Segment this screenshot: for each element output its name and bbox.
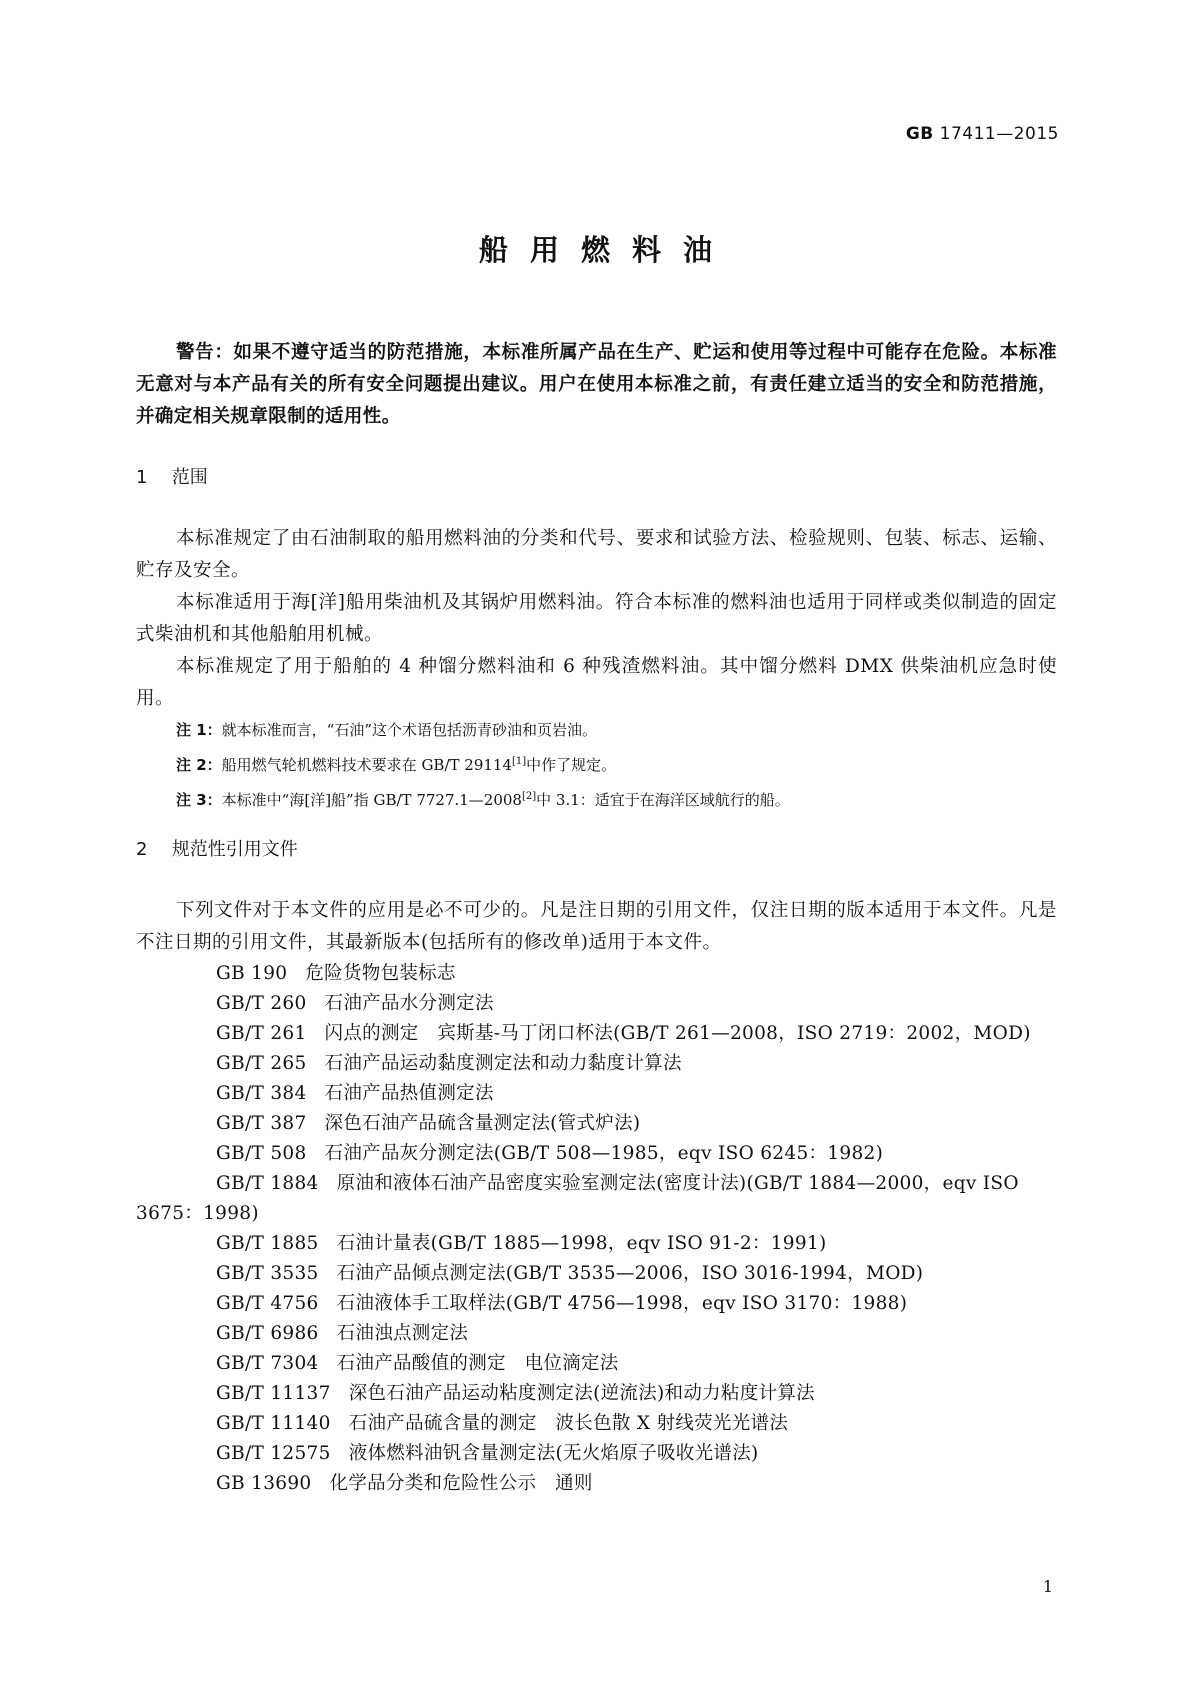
reference-item bbox=[136, 1169, 1057, 1229]
section-1-title: 范围 bbox=[171, 467, 208, 488]
note-label: 注 1： bbox=[176, 721, 222, 739]
section-1-number: 1 bbox=[136, 467, 148, 488]
reference-code: GB/T 384 bbox=[216, 1083, 307, 1104]
note-label: 注 3： bbox=[176, 791, 222, 809]
reference-code: GB/T 6986 bbox=[216, 1323, 319, 1344]
note-text: 中 3.1：适宜于在海洋区域航行的船。 bbox=[536, 791, 790, 809]
reference-title: 石油浊点测定法 bbox=[336, 1323, 469, 1344]
reference-code: GB/T 508 bbox=[216, 1143, 307, 1164]
reference-title: 液体燃料油钒含量测定法(无火焰原子吸收光谱法) bbox=[348, 1443, 759, 1464]
reference-title: 石油产品运动黏度测定法和动力黏度计算法 bbox=[324, 1053, 682, 1074]
reference-item bbox=[136, 1469, 1057, 1499]
reference-code: GB/T 4756 bbox=[216, 1293, 319, 1314]
reference-title: 原油和液体石油产品密度实验室测定法(密度计法)(GB/T 1884—2000，eqv ISO 3675：1998) bbox=[136, 1173, 1019, 1224]
citation-ref: [2] bbox=[521, 791, 537, 802]
reference-item bbox=[136, 1379, 1057, 1409]
section-2-number: 2 bbox=[136, 839, 148, 860]
reference-item bbox=[136, 989, 1057, 1019]
reference-title: 深色石油产品硫含量测定法(管式炉法) bbox=[324, 1113, 641, 1134]
standard-prefix: GB bbox=[905, 124, 934, 144]
reference-title: 石油产品水分测定法 bbox=[324, 993, 494, 1014]
reference-item bbox=[136, 1289, 1057, 1319]
scope-paragraph: 本标准适用于海[洋]船用柴油机及其锅炉用燃料油。符合本标准的燃料油也适用于同样或类似制造的固定式柴油机和其他船舶用机械。 bbox=[136, 592, 1057, 645]
document-title: 船用燃料油 bbox=[478, 233, 734, 267]
note-text: 船用燃气轮机燃料技术要求在 GB/T 29114 bbox=[221, 756, 512, 774]
reference-title: 危险货物包装标志 bbox=[305, 963, 456, 984]
reference-item bbox=[136, 1139, 1057, 1169]
reference-item bbox=[136, 1319, 1057, 1349]
section-2-title: 规范性引用文件 bbox=[171, 839, 298, 860]
section-2-heading bbox=[136, 835, 298, 861]
reference-title: 石油产品倾点测定法(GB/T 3535—2006，ISO 3016-1994，MOD) bbox=[336, 1263, 924, 1284]
page-number: 1 bbox=[1042, 1577, 1053, 1596]
note-1 bbox=[136, 715, 1057, 746]
note-2 bbox=[136, 746, 1057, 781]
reference-title: 石油计量表(GB/T 1885—1998，eqv ISO 91-2：1991) bbox=[336, 1233, 827, 1254]
reference-code: GB/T 387 bbox=[216, 1113, 307, 1134]
reference-code: GB 190 bbox=[216, 963, 288, 984]
warning-paragraph: 警告：如果不遵守适当的防范措施，本标准所属产品在生产、贮运和使用等过程中可能存在危险。本标准无意对与本产品有关的所有安全问题提出建议。用户在使用本标准之前，有责任建立适当的安全和防范措施，并确定相关规章限制的适用性。 bbox=[136, 342, 1057, 427]
citation-ref: [1] bbox=[512, 756, 527, 767]
reference-code: GB/T 1884 bbox=[216, 1173, 319, 1194]
reference-code: GB/T 11140 bbox=[216, 1413, 331, 1434]
reference-title: 石油液体手工取样法(GB/T 4756—1998，eqv ISO 3170：1988) bbox=[336, 1293, 908, 1314]
reference-item bbox=[136, 1049, 1057, 1079]
reference-list bbox=[136, 959, 1057, 1499]
reference-title: 化学品分类和危险性公示 通则 bbox=[329, 1473, 593, 1494]
reference-title: 石油产品灰分测定法(GB/T 508—1985，eqv ISO 6245：1982) bbox=[324, 1143, 884, 1164]
reference-code: GB/T 265 bbox=[216, 1053, 307, 1074]
reference-item bbox=[136, 1349, 1057, 1379]
reference-code: GB/T 11137 bbox=[216, 1383, 331, 1404]
references-intro: 下列文件对于本文件的应用是必不可少的。凡是注日期的引用文件，仅注日期的版本适用于本文件。凡是不注日期的引用文件，其最新版本(包括所有的修改单)适用于本文件。 bbox=[136, 900, 1057, 953]
reference-item bbox=[136, 1439, 1057, 1469]
reference-code: GB/T 1885 bbox=[216, 1233, 319, 1254]
reference-title: 闪点的测定 宾斯基-马丁闭口杯法(GB/T 261—2008，ISO 2719：2002，MOD) bbox=[324, 1023, 1031, 1044]
reference-item bbox=[136, 1229, 1057, 1259]
reference-code: GB/T 7304 bbox=[216, 1353, 319, 1374]
reference-title: 石油产品热值测定法 bbox=[324, 1083, 494, 1104]
standard-code bbox=[906, 124, 1059, 144]
reference-code: GB 13690 bbox=[216, 1473, 312, 1494]
reference-item bbox=[136, 1259, 1057, 1289]
note-text: 中作了规定。 bbox=[526, 756, 617, 774]
scope-paragraph: 本标准规定了用于船舶的 4 种馏分燃料油和 6 种残渣燃料油。其中馏分燃料 DMX 供柴油机应急时使用。 bbox=[136, 656, 1057, 709]
reference-item bbox=[136, 959, 1057, 989]
scope-paragraph: 本标准规定了由石油制取的船用燃料油的分类和代号、要求和试验方法、检验规则、包装、标志、运输、贮存及安全。 bbox=[136, 528, 1057, 581]
reference-item bbox=[136, 1019, 1057, 1049]
reference-item bbox=[136, 1079, 1057, 1109]
note-text: 就本标准而言，“石油”这个术语包括沥青砂油和页岩油。 bbox=[221, 721, 598, 739]
reference-code: GB/T 261 bbox=[216, 1023, 307, 1044]
reference-code: GB/T 12575 bbox=[216, 1443, 331, 1464]
standard-number: 17411—2015 bbox=[939, 124, 1059, 144]
reference-item bbox=[136, 1409, 1057, 1439]
section-1-heading bbox=[136, 463, 208, 489]
reference-title: 石油产品酸值的测定 电位滴定法 bbox=[336, 1353, 619, 1374]
reference-item bbox=[136, 1109, 1057, 1139]
reference-code: GB/T 3535 bbox=[216, 1263, 319, 1284]
reference-code: GB/T 260 bbox=[216, 993, 307, 1014]
note-3 bbox=[136, 781, 1057, 816]
reference-title: 石油产品硫含量的测定 波长色散 X 射线荧光光谱法 bbox=[348, 1413, 789, 1434]
note-text: 本标准中“海[洋]船”指 GB/T 7727.1—2008 bbox=[221, 791, 522, 809]
section-2-body bbox=[136, 895, 1057, 1499]
reference-title: 深色石油产品运动粘度测定法(逆流法)和动力粘度计算法 bbox=[348, 1383, 815, 1404]
section-1-body bbox=[136, 523, 1057, 816]
note-label: 注 2： bbox=[176, 756, 222, 774]
